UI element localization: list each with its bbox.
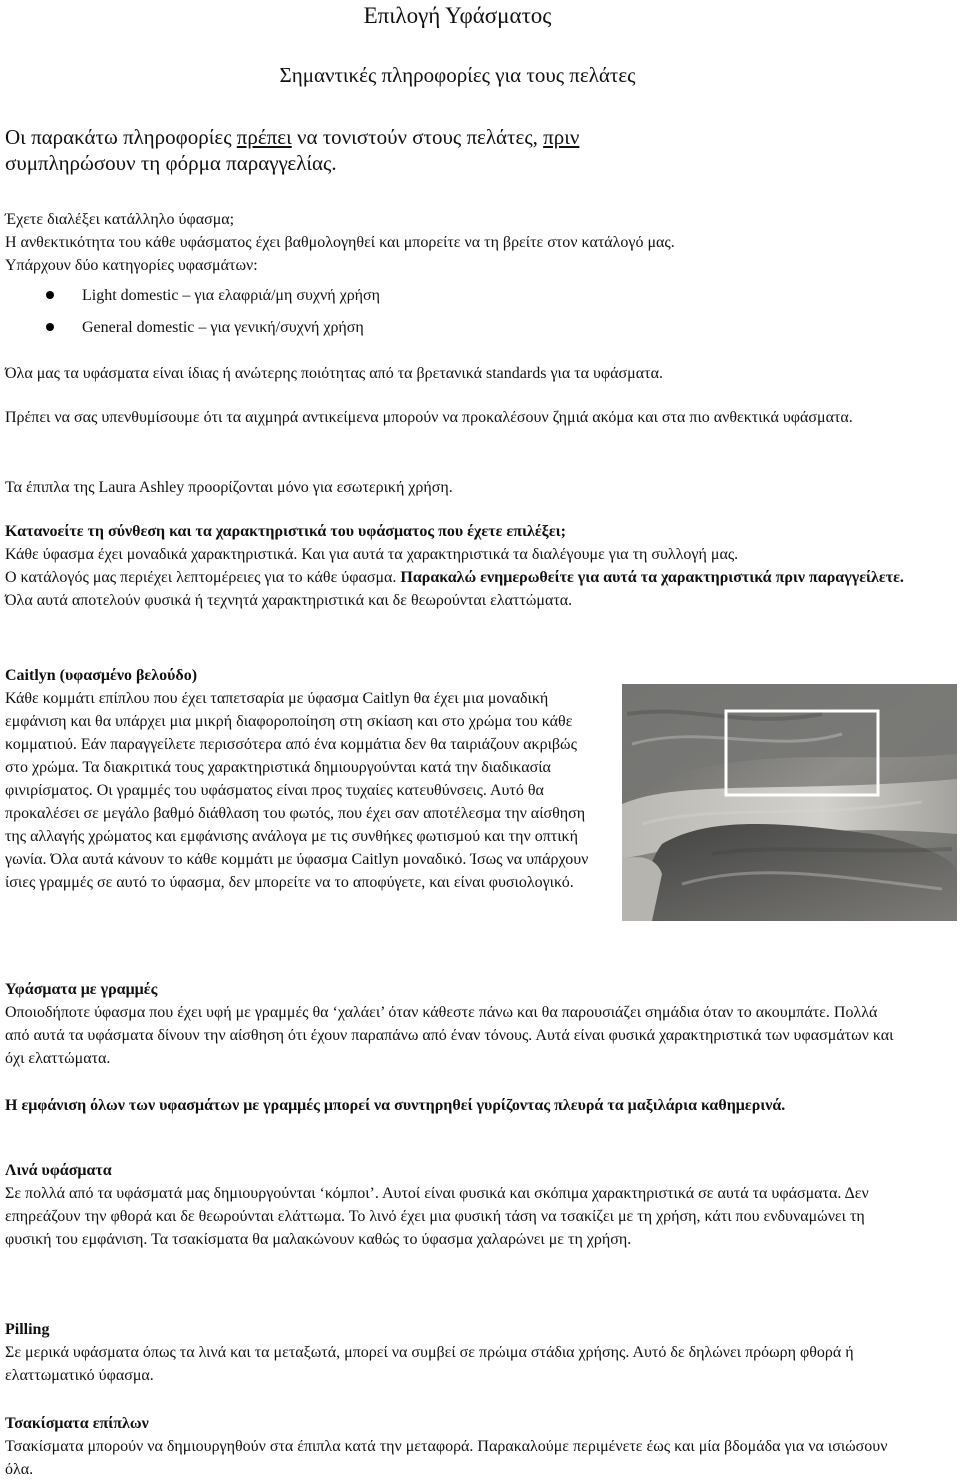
choice-line-1: Η ανθεκτικότητα του κάθε υφάσματος έχει βαθμολογηθεί και μπορείτε να τη βρείτε στον κατάλογό μας. — [5, 234, 675, 251]
bullet-text: General domestic – για γενική/συχνή χρήση — [82, 319, 364, 336]
list-item — [5, 284, 905, 316]
pilling-heading: Pilling — [5, 1321, 50, 1338]
fabric-categories-list — [5, 284, 905, 348]
composition-line-2b: Παρακαλώ ενημερωθείτε για αυτά τα χαρακτηριστικά πριν παραγγείλετε. — [400, 569, 904, 586]
page-title: Επιλογή Υφάσματος — [363, 3, 552, 28]
bullet-text: Light domestic – για ελαφριά/μη συχνή χρήση — [82, 287, 381, 304]
linen-heading: Λινά υφάσματα — [5, 1162, 112, 1179]
creases-heading: Τσακίσματα επίπλων — [5, 1415, 149, 1432]
intro-part-2: να τονιστούν στους πελάτες, — [291, 125, 544, 149]
choice-section — [5, 208, 905, 277]
caitlyn-fabric-photo — [622, 684, 957, 921]
intro-part-3: συμπληρώσουν τη φόρμα παραγγελίας. — [5, 151, 337, 175]
composition-section — [5, 520, 905, 612]
caitlyn-text: Κάθε κομμάτι επίπλου που έχει ταπετσαρία με ύφασμα Caitlyn θα έχει μια μοναδική εμφάνιση και θα υπάρχει μια μικρή διαφοροποίηση στη σκίαση και στο χρώμα του κάθε κομματιού. Εάν παραγγείλετε περισσότερα από ένα κομμάτια δεν θα ταιριάζουν ακριβώς στο χρώμα. Τα διακριτικά τους χαρακτηριστικά δημιουργούνται κατά την διαδικασία φινιρίσματος. Οι γραμμές του υφάσματος είναι προς τυχαίες κατευθύνσεις. Αυτό θα προκαλέσει σε μεγάλο βαθμό διάθλαση του φωτός, που έχει σαν αποτέλεσμα την αίσθηση της αλλαγής χρώματος και εμφάνισης ανάλογα με τις συνθήκες φωτισμού και την οπτική γωνία. Όλα αυτά κάνουν το κάθε κομμάτι με ύφασμα Caitlyn μοναδικό. Ίσως να υπάρχουν ίσιες γραμμές σε αυτό το ύφασμα, δεν μπορείτε να το αποφύγετε, και είναι φυσιολογικό. — [5, 690, 589, 891]
composition-heading: Κατανοείτε τη σύνθεση και τα χαρακτηριστικά του υφάσματος που έχετε επιλέξει; — [5, 523, 566, 540]
striped-heading: Υφάσματα με γραμμές — [5, 981, 158, 998]
maintain-note: Η εμφάνιση όλων των υφασμάτων με γραμμές μπορεί να συντηρηθεί γυρίζοντας πλευρά τα μαξιλάρια καθημερινά. — [5, 1097, 786, 1114]
choice-heading: Έχετε διαλέξει κατάλληλο ύφασμα; — [5, 211, 235, 228]
striped-section — [5, 978, 905, 1070]
list-item — [5, 316, 905, 348]
composition-line-2 — [5, 566, 905, 612]
sharp-objects-paragraph: Πρέπει να σας υπενθυμίσουμε ότι τα αιχμηρά αντικείμενα μπορούν να προκαλέσουν ζημιά ακόμα και στα πιο ανθεκτικά υφάσματα. — [5, 409, 853, 426]
caitlyn-section — [5, 664, 605, 894]
caitlyn-heading: Caitlyn (υφασμένο βελούδο) — [5, 667, 198, 684]
striped-text: Οποιοδήποτε ύφασμα που έχει υφή με γραμμές θα ‘χαλάει’ όταν κάθεστε πάνω και θα παρουσιάζει σημάδια όταν το ακουμπάτε. Πολλά από αυτά τα υφάσματα δίνουν την αίσθηση ότι έχουν παραπάνω από έναν τόνους. Αυτά είναι φυσικά χαρακτηριστικά των υφασμάτων και όχι ελαττώματα. — [5, 1004, 894, 1067]
intro-before: πριν — [543, 125, 580, 149]
intro-part-1: Οι παρακάτω πληροφορίες — [5, 125, 237, 149]
choice-line-2: Υπάρχουν δύο κατηγορίες υφασμάτων: — [5, 257, 258, 274]
indoor-use-paragraph: Τα έπιπλα της Laura Ashley προορίζονται μόνο για εσωτερική χρήση. — [5, 479, 453, 496]
standards-paragraph: Όλα μας τα υφάσματα είναι ίδιας ή ανώτερης ποιότητας από τα βρετανικά standards για τα υφάσματα. — [5, 365, 663, 382]
pilling-text: Σε μερικά υφάσματα όπως τα λινά και τα μεταξωτά, μπορεί να συμβεί σε πρώιμα στάδια χρήσης. Αυτό δε δηλώνει πρόωρη φθορά ή ελαττωματικό ύφασμα. — [5, 1344, 854, 1384]
fabric-image — [622, 684, 957, 921]
page-subtitle: Σημαντικές πληροφορίες για τους πελάτες — [279, 63, 636, 87]
intro-notice — [5, 124, 905, 176]
linen-section — [5, 1159, 905, 1251]
bullet-icon — [46, 323, 54, 331]
bullet-icon — [46, 291, 54, 299]
creases-text: Τσακίσματα μπορούν να δημιουργηθούν στα έπιπλα κατά την μεταφορά. Παρακαλούμε περιμένετε έως και μία βδομάδα για να ισιώσουν όλα. — [5, 1438, 888, 1478]
pilling-section — [5, 1318, 905, 1387]
composition-line-2c: Όλα αυτά αποτελούν φυσικά ή τεχνητά χαρακτηριστικά και δε θεωρούνται ελαττώματα. — [5, 592, 573, 609]
creases-section — [5, 1412, 905, 1481]
intro-must: πρέπει — [236, 125, 292, 149]
composition-line-2a: Ο κατάλογός μας περιέχει λεπτομέρειες για το κάθε ύφασμα. — [5, 569, 401, 586]
composition-line-1: Κάθε ύφασμα έχει μοναδικά χαρακτηριστικά. Και για αυτά τα χαρακτηριστικά τα διαλέγουμε για τη συλλογή μας. — [5, 546, 739, 563]
linen-text: Σε πολλά από τα υφάσματά μας δημιουργούνται ‘κόμποι’. Αυτοί είναι φυσικά και σκόπιμα χαρακτηριστικά σε αυτά τα υφάσματα. Δεν επηρεάζουν την φθορά και δε θεωρούνται ελάττωμα. Το λινό έχει μια φυσική τάση να τσακίζει με τη χρήση, κάτι που ενδυναμώνει τη φυσική του εμφάνιση. Τα τσακίσματα θα μαλακώνουν καθώς το ύφασμα χαλαρώνει με τη χρήση. — [5, 1185, 869, 1248]
